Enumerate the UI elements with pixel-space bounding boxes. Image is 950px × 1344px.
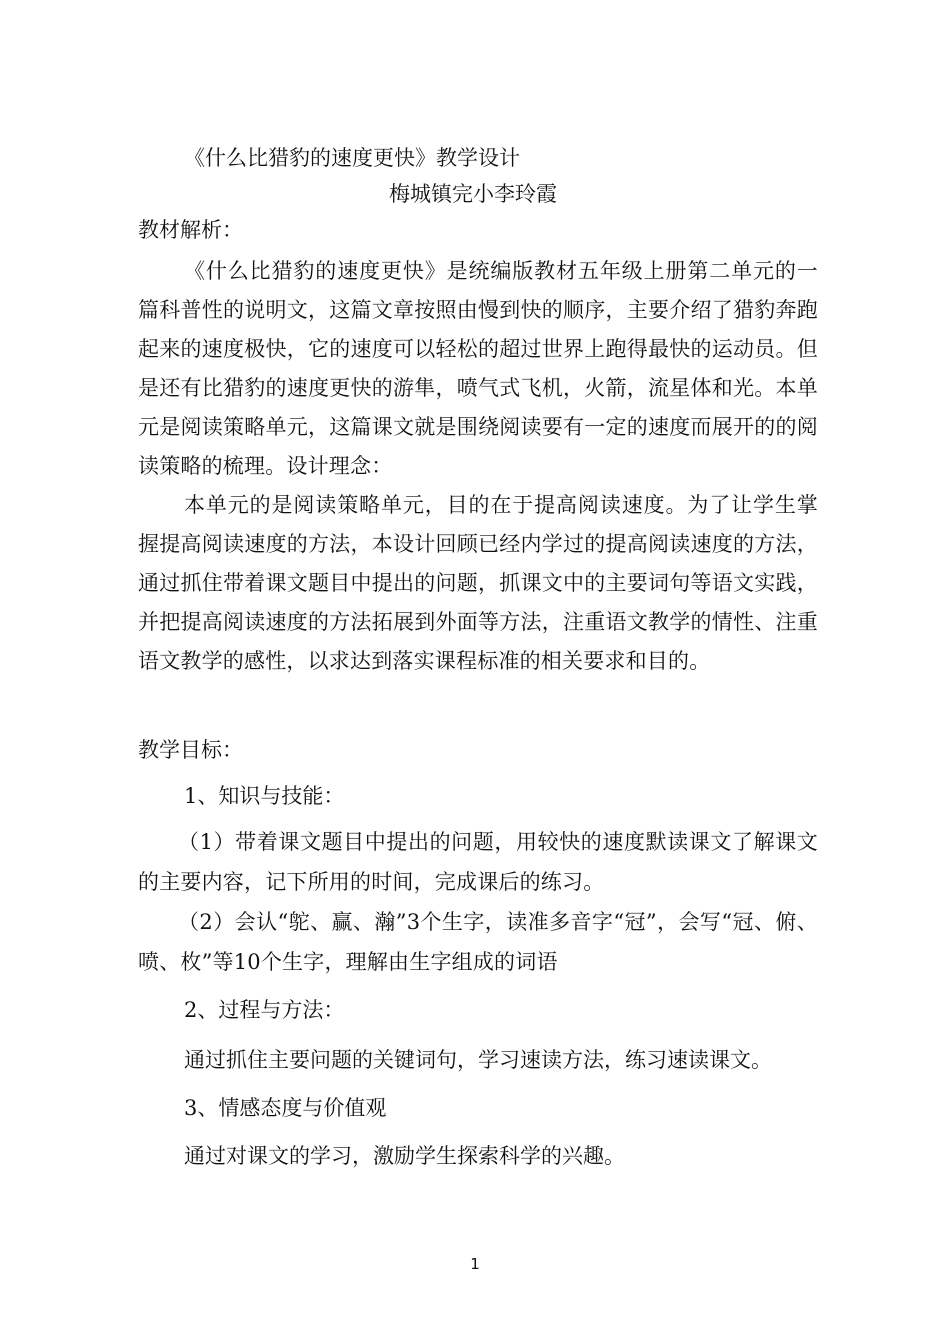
page-number: 1 [470,1255,480,1273]
section-heading-analysis: 教材解析： [138,218,243,242]
goal3-text: 通过对课文的学习，激励学生探索科学的兴趣。 [184,1144,625,1168]
goal1-heading: 1、知识与技能： [184,784,345,808]
paragraph-concept: 本单元的是阅读策略单元，目的在于提高阅读速度。为了让学生掌握提高阅读速度的方法，本设计回顾已经内学过的提高阅读速度的方法，通过抓住带着课文题目中提出的问题，抓课文中的主要词句等语文实践，并把提高阅读速度的方法拓展到外面等方法，注重语文教学的情性、注重语文教学的感性，以求达到落实课程标准的相关要求和目的。 [138,493,818,673]
goal1-item1: （1）带着课文题目中提出的问题，用较快的速度默读课文了解课文的主要内容，记下所用的时间，完成课后的练习。 [138,830,818,894]
document-title: 《什么比猎豹的速度更快》教学设计 [184,146,520,170]
goal3-heading: 3、情感态度与价值观 [184,1096,387,1120]
goal2-text: 通过抓住主要问题的关键词句，学习速读方法，练习速读课文。 [184,1048,772,1072]
document-author: 梅城镇完小李玲霞 [389,182,557,206]
section-heading-goals: 教学目标： [138,738,243,762]
goal1-item2: （2）会认“鸵、赢、瀚”3个生字，读准多音字“冠”，会写“冠、俯、喷、枚”等10个生字，理解由生字组成的词语 [138,910,818,974]
paragraph-analysis: 《什么比猎豹的速度更快》是统编版教材五年级上册第二单元的一篇科普性的说明文，这篇文章按照由慢到快的顺序，主要介绍了猎豹奔跑起来的速度极快，它的速度可以轻松的超过世界上跑得最快的运动员。但是还有比猎豹的速度更快的游隼，喷气式飞机，火箭，流星体和光。本单元是阅读策略单元，这篇课文就是围绕阅读要有一定的速度而展开的的阅读策略的梳理。设计理念： [138,259,818,478]
goal2-heading: 2、过程与方法： [184,998,345,1022]
